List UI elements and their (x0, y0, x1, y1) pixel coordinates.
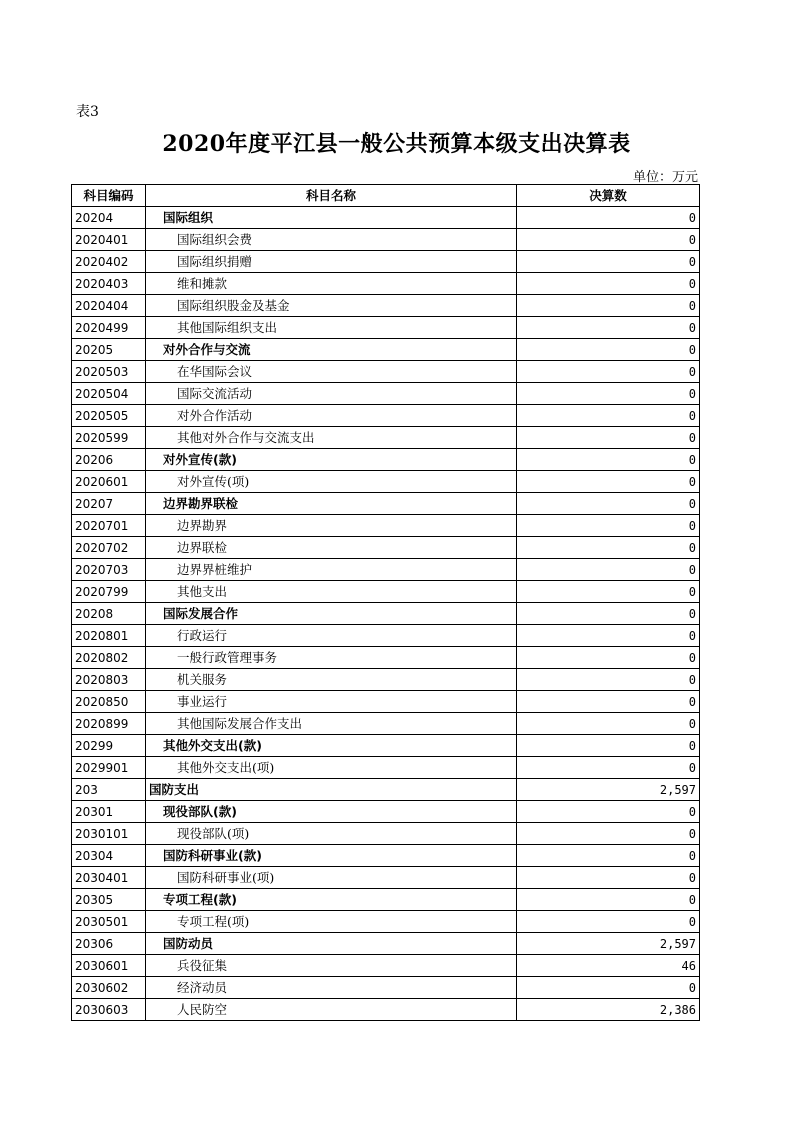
row-code: 2020702 (72, 537, 146, 559)
row-amount: 0 (517, 317, 700, 339)
row-amount: 0 (517, 735, 700, 757)
row-amount: 0 (517, 559, 700, 581)
row-amount: 0 (517, 405, 700, 427)
row-amount: 0 (517, 757, 700, 779)
table-row (72, 273, 700, 295)
row-amount: 0 (517, 823, 700, 845)
row-amount: 0 (517, 207, 700, 229)
row-amount: 0 (517, 647, 700, 669)
row-code: 2029901 (72, 757, 146, 779)
row-code: 20206 (72, 449, 146, 471)
table-row (72, 317, 700, 339)
row-name: 现役部队(项) (146, 823, 517, 845)
row-name: 一般行政管理事务 (146, 647, 517, 669)
table-row (72, 559, 700, 581)
row-code: 20299 (72, 735, 146, 757)
row-name: 国际组织捐赠 (146, 251, 517, 273)
row-name: 对外合作与交流 (146, 339, 517, 361)
row-code: 2030601 (72, 955, 146, 977)
row-amount: 2,597 (517, 933, 700, 955)
row-code: 2030603 (72, 999, 146, 1021)
row-name: 边界勘界 (146, 515, 517, 537)
table-body (72, 207, 700, 1021)
row-name: 对外宣传(项) (146, 471, 517, 493)
row-code: 2020799 (72, 581, 146, 603)
row-name: 专项工程(项) (146, 911, 517, 933)
row-code: 2020899 (72, 713, 146, 735)
table-row (72, 735, 700, 757)
table-row (72, 779, 700, 801)
table-row (72, 229, 700, 251)
row-name: 国防科研事业(款) (146, 845, 517, 867)
row-code: 2020802 (72, 647, 146, 669)
row-amount: 0 (517, 493, 700, 515)
row-code: 20204 (72, 207, 146, 229)
row-code: 20305 (72, 889, 146, 911)
row-name: 对外合作活动 (146, 405, 517, 427)
table-row (72, 251, 700, 273)
table-row (72, 427, 700, 449)
row-code: 20301 (72, 801, 146, 823)
row-amount: 0 (517, 229, 700, 251)
row-amount: 0 (517, 471, 700, 493)
table-row (72, 977, 700, 999)
row-code: 2020402 (72, 251, 146, 273)
table-row (72, 625, 700, 647)
row-name: 其他支出 (146, 581, 517, 603)
row-amount: 0 (517, 251, 700, 273)
row-amount: 0 (517, 977, 700, 999)
table-row (72, 911, 700, 933)
row-code: 2020601 (72, 471, 146, 493)
row-code: 2020801 (72, 625, 146, 647)
table-row (72, 999, 700, 1021)
row-amount: 0 (517, 801, 700, 823)
row-name: 边界界桩维护 (146, 559, 517, 581)
row-amount: 0 (517, 911, 700, 933)
row-amount: 46 (517, 955, 700, 977)
row-name: 其他外交支出(项) (146, 757, 517, 779)
table-row (72, 933, 700, 955)
row-amount: 0 (517, 449, 700, 471)
row-code: 20207 (72, 493, 146, 515)
row-code: 2020403 (72, 273, 146, 295)
row-code: 20208 (72, 603, 146, 625)
table-row (72, 669, 700, 691)
table-row (72, 823, 700, 845)
row-code: 2020505 (72, 405, 146, 427)
row-name: 事业运行 (146, 691, 517, 713)
row-name: 其他外交支出(款) (146, 735, 517, 757)
table-row (72, 449, 700, 471)
row-code: 20205 (72, 339, 146, 361)
row-name: 其他对外合作与交流支出 (146, 427, 517, 449)
table-row (72, 383, 700, 405)
header-code: 科目编码 (72, 185, 146, 207)
row-name: 国防科研事业(项) (146, 867, 517, 889)
table-header (72, 185, 700, 207)
row-name: 机关服务 (146, 669, 517, 691)
budget-table (71, 184, 700, 1021)
row-code: 2020504 (72, 383, 146, 405)
row-amount: 2,597 (517, 779, 700, 801)
row-code: 2020599 (72, 427, 146, 449)
row-amount: 0 (517, 867, 700, 889)
row-code: 2020701 (72, 515, 146, 537)
row-name: 对外宣传(款) (146, 449, 517, 471)
row-amount: 0 (517, 691, 700, 713)
row-amount: 0 (517, 845, 700, 867)
row-name: 边界勘界联检 (146, 493, 517, 515)
row-amount: 0 (517, 295, 700, 317)
row-code: 2020404 (72, 295, 146, 317)
row-amount: 0 (517, 889, 700, 911)
row-amount: 0 (517, 581, 700, 603)
table-row (72, 295, 700, 317)
row-amount: 0 (517, 713, 700, 735)
row-code: 2030101 (72, 823, 146, 845)
row-name: 兵役征集 (146, 955, 517, 977)
row-name: 在华国际会议 (146, 361, 517, 383)
table-row (72, 647, 700, 669)
row-code: 2020850 (72, 691, 146, 713)
row-name: 国防动员 (146, 933, 517, 955)
table-row (72, 801, 700, 823)
row-name: 国际发展合作 (146, 603, 517, 625)
table-row (72, 845, 700, 867)
row-amount: 2,386 (517, 999, 700, 1021)
row-amount: 0 (517, 427, 700, 449)
row-code: 2020401 (72, 229, 146, 251)
row-code: 2030401 (72, 867, 146, 889)
page-title: 2020年度平江县一般公共预算本级支出决算表 (162, 131, 631, 157)
table-row (72, 581, 700, 603)
header-name: 科目名称 (146, 185, 517, 207)
table-row (72, 713, 700, 735)
row-code: 203 (72, 779, 146, 801)
table-number-label: 表3 (76, 104, 99, 120)
row-name: 经济动员 (146, 977, 517, 999)
table-row (72, 889, 700, 911)
row-name: 其他国际组织支出 (146, 317, 517, 339)
table-row (72, 757, 700, 779)
row-amount: 0 (517, 669, 700, 691)
table-row (72, 493, 700, 515)
row-amount: 0 (517, 273, 700, 295)
row-name: 边界联检 (146, 537, 517, 559)
table-row (72, 361, 700, 383)
table-row (72, 691, 700, 713)
row-amount: 0 (517, 625, 700, 647)
table-row (72, 471, 700, 493)
row-code: 2020503 (72, 361, 146, 383)
row-code: 20306 (72, 933, 146, 955)
table-row (72, 955, 700, 977)
table-row (72, 603, 700, 625)
row-amount: 0 (517, 361, 700, 383)
table-row (72, 405, 700, 427)
header-row (72, 185, 700, 207)
row-code: 20304 (72, 845, 146, 867)
table-row (72, 537, 700, 559)
row-amount: 0 (517, 515, 700, 537)
table-row (72, 515, 700, 537)
row-code: 2030501 (72, 911, 146, 933)
row-code: 2020803 (72, 669, 146, 691)
table-row (72, 207, 700, 229)
table-row (72, 867, 700, 889)
row-code: 2020499 (72, 317, 146, 339)
row-code: 2030602 (72, 977, 146, 999)
unit-label: 单位：万元 (632, 170, 698, 185)
row-amount: 0 (517, 603, 700, 625)
row-name: 人民防空 (146, 999, 517, 1021)
row-name: 维和摊款 (146, 273, 517, 295)
row-amount: 0 (517, 537, 700, 559)
table-row (72, 339, 700, 361)
row-amount: 0 (517, 339, 700, 361)
row-name: 专项工程(款) (146, 889, 517, 911)
row-name: 国防支出 (146, 779, 517, 801)
row-amount: 0 (517, 383, 700, 405)
header-amount: 决算数 (517, 185, 700, 207)
row-code: 2020703 (72, 559, 146, 581)
row-name: 国际组织股金及基金 (146, 295, 517, 317)
row-name: 国际组织会费 (146, 229, 517, 251)
row-name: 其他国际发展合作支出 (146, 713, 517, 735)
row-name: 行政运行 (146, 625, 517, 647)
row-name: 现役部队(款) (146, 801, 517, 823)
row-name: 国际组织 (146, 207, 517, 229)
row-name: 国际交流活动 (146, 383, 517, 405)
